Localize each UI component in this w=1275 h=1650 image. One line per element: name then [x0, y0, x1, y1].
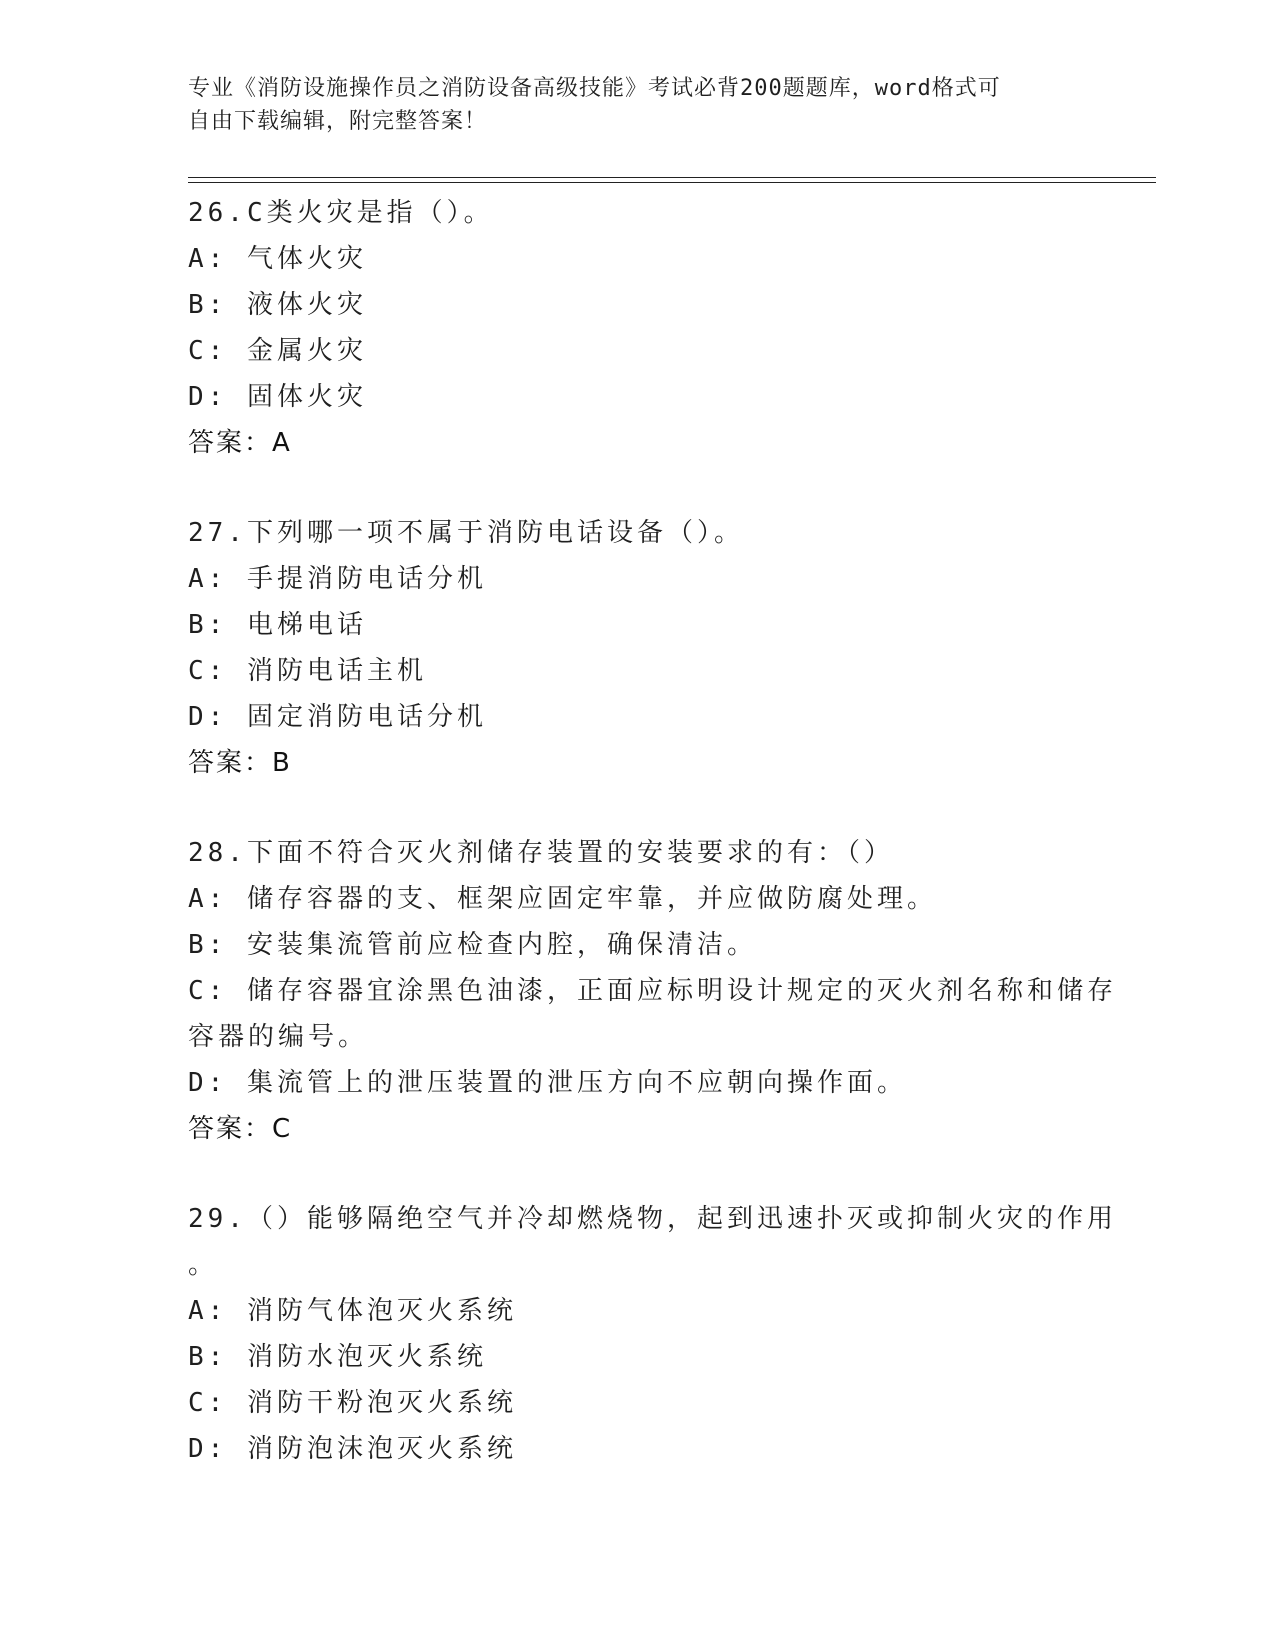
option-c: C: 消防电话主机 [188, 656, 427, 686]
answer: 答案：B [188, 748, 292, 778]
spacer [188, 1152, 1088, 1196]
option-d: D: 集流管上的泄压装置的泄压方向不应朝向操作面。 [188, 1068, 907, 1098]
header-line-2: 自由下载编辑，附完整答案！ [188, 109, 488, 134]
option-c: C: 金属火灾 [188, 336, 367, 366]
question-29 [188, 1196, 1117, 1472]
option-b: B: 消防水泡灭火系统 [188, 1342, 487, 1372]
question-stem: 26.C类火灾是指（）。 [188, 198, 494, 228]
spacer [188, 786, 1088, 830]
question-stem: 28.下面不符合灭火剂储存装置的安装要求的有：（） [188, 838, 894, 868]
question-stem-continued: 。 [188, 1250, 219, 1280]
document-header [188, 72, 1068, 138]
answer: 答案：C [188, 1114, 293, 1144]
option-c: C: 储存容器宜涂黑色油漆，正面应标明设计规定的灭火剂名称和储存 [188, 976, 1117, 1006]
option-a: A: 手提消防电话分机 [188, 564, 487, 594]
option-b: B: 安装集流管前应检查内腔，确保清洁。 [188, 930, 757, 960]
answer: 答案：A [188, 428, 292, 458]
spacer [188, 466, 1088, 510]
option-b: B: 电梯电话 [188, 610, 367, 640]
option-c-continued: 容器的编号。 [188, 1022, 369, 1052]
option-b: B: 液体火灾 [188, 290, 367, 320]
option-d: D: 固体火灾 [188, 382, 367, 412]
question-stem: 29.（）能够隔绝空气并冷却燃烧物，起到迅速扑灭或抑制火灾的作用 [188, 1204, 1117, 1234]
question-stem: 27.下列哪一项不属于消防电话设备（）。 [188, 518, 744, 548]
header-rule-top [188, 177, 1156, 178]
option-a: A: 气体火灾 [188, 244, 367, 274]
header-line-1: 专业《消防设施操作员之消防设备高级技能》考试必背200题题库，word格式可 [188, 76, 1001, 101]
question-27 [188, 510, 1088, 786]
option-d: D: 消防泡沫泡灭火系统 [188, 1434, 517, 1464]
question-28 [188, 830, 1117, 1152]
option-a: A: 消防气体泡灭火系统 [188, 1296, 517, 1326]
option-c: C: 消防干粉泡灭火系统 [188, 1388, 517, 1418]
question-list [188, 190, 1117, 1472]
option-a: A: 储存容器的支、框架应固定牢靠，并应做防腐处理。 [188, 884, 937, 914]
option-d: D: 固定消防电话分机 [188, 702, 487, 732]
question-26 [188, 190, 1088, 466]
header-rule-bottom [188, 182, 1156, 183]
